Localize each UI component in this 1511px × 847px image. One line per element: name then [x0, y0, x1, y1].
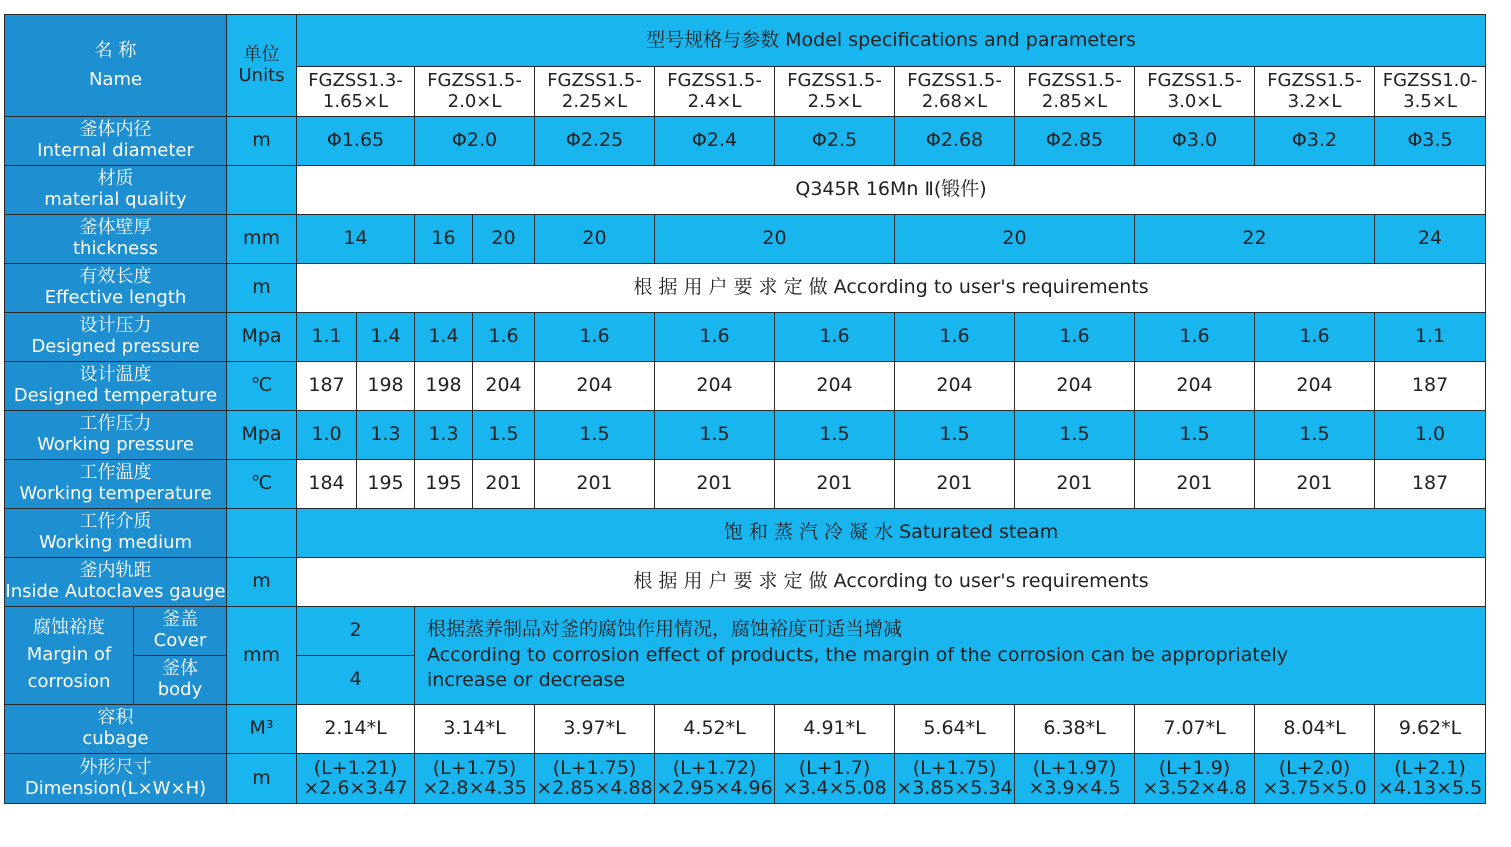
table-title: 型号规格与参数 Model specifications and parameters — [297, 15, 1486, 67]
row-label: 外形尺寸 Dimension(L×W×H) — [5, 754, 227, 804]
name-header — [5, 15, 227, 117]
value-cell: 201 — [775, 460, 895, 509]
value-cell: 20 — [655, 215, 895, 264]
dimension-cell: (L+1.75) ×3.85×5.34 — [895, 754, 1015, 804]
value-cell: 187 — [1375, 362, 1486, 411]
corrosion-note-en2: increase or decrease — [427, 669, 626, 692]
value-cell: 1.5 — [1135, 411, 1255, 460]
value-cell: 1.6 — [775, 313, 895, 362]
unit-cell: mm — [227, 607, 297, 705]
row-design-pressure — [5, 313, 1486, 362]
value-cell: 1.6 — [1015, 313, 1135, 362]
body-label: 釜体 body — [134, 656, 227, 705]
row-rail-gauge — [5, 558, 1486, 607]
units-header — [227, 15, 297, 117]
value-cell: 204 — [535, 362, 655, 411]
row-working-pressure — [5, 411, 1486, 460]
dimension-cell: (L+1.7) ×3.4×5.08 — [775, 754, 895, 804]
header-row — [5, 15, 1486, 67]
value-cell: 201 — [895, 460, 1015, 509]
value-cell: 1.0 — [1375, 411, 1486, 460]
value-cell: 184 — [297, 460, 357, 509]
value-cell: Φ3.5 — [1375, 117, 1486, 166]
unit-cell: m — [227, 264, 297, 313]
dimension-cell: (L+2.1) ×4.13×5.5 — [1375, 754, 1486, 804]
value-cell: Φ3.2 — [1255, 117, 1375, 166]
value-cell: Φ2.85 — [1015, 117, 1135, 166]
value-cell: 1.5 — [775, 411, 895, 460]
model-cell: FGZSS1.3- 1.65×L — [297, 67, 415, 117]
value-cell: 1.5 — [655, 411, 775, 460]
row-corrosion-cover — [5, 607, 1486, 656]
units-header-zh: 单位 — [243, 43, 280, 65]
row-effective-length — [5, 264, 1486, 313]
unit-cell — [227, 166, 297, 215]
value-cell: 9.62*L — [1375, 705, 1486, 754]
body-value: 4 — [297, 656, 415, 705]
row-cubage — [5, 705, 1486, 754]
value-cell: 204 — [473, 362, 535, 411]
model-cell: FGZSS1.5- 2.0×L — [415, 67, 535, 117]
dimension-cell: (L+1.75) ×2.85×4.88 — [535, 754, 655, 804]
working-medium-value: 饱 和 蒸 汽 冷 凝 水 Saturated steam — [297, 509, 1486, 558]
value-cell: 5.64*L — [895, 705, 1015, 754]
row-label: 工作介质 Working medium — [5, 509, 227, 558]
value-cell: 4.91*L — [775, 705, 895, 754]
value-cell: 1.3 — [415, 411, 473, 460]
value-cell: 1.6 — [535, 313, 655, 362]
value-cell: 187 — [297, 362, 357, 411]
model-cell: FGZSS1.0- 3.5×L — [1375, 67, 1486, 117]
dimension-cell: (L+1.9) ×3.52×4.8 — [1135, 754, 1255, 804]
row-label: 釜体内径 Internal diameter — [5, 117, 227, 166]
model-cell: FGZSS1.5- 3.2×L — [1255, 67, 1375, 117]
row-label: 釜体壁厚 thickness — [5, 215, 227, 264]
value-cell: 195 — [357, 460, 415, 509]
value-cell: 20 — [535, 215, 655, 264]
unit-cell: Mpa — [227, 411, 297, 460]
value-cell: 4.52*L — [655, 705, 775, 754]
value-cell: 6.38*L — [1015, 705, 1135, 754]
value-cell: 204 — [895, 362, 1015, 411]
unit-cell: m — [227, 754, 297, 804]
row-label: 材质 material quality — [5, 166, 227, 215]
row-dimension — [5, 754, 1486, 804]
row-label: 设计压力 Designed pressure — [5, 313, 227, 362]
corrosion-label: 腐蚀裕度 Margin of corrosion — [5, 607, 134, 705]
value-cell: 201 — [473, 460, 535, 509]
model-cell: FGZSS1.5- 2.5×L — [775, 67, 895, 117]
value-cell: 8.04*L — [1255, 705, 1375, 754]
rail-gauge-value: 根 据 用 户 要 求 定 做 According to user's requirements — [297, 558, 1486, 607]
unit-cell: m — [227, 558, 297, 607]
value-cell: 1.6 — [1255, 313, 1375, 362]
value-cell: 201 — [1255, 460, 1375, 509]
spec-table — [4, 14, 1486, 804]
corrosion-note-zh: 根据蒸养制品对釜的腐蚀作用情况，腐蚀裕度可适当增减 — [427, 618, 903, 641]
value-cell: 204 — [775, 362, 895, 411]
name-header-zh: 名 称 — [94, 39, 137, 61]
value-cell: 198 — [415, 362, 473, 411]
value-cell: 7.07*L — [1135, 705, 1255, 754]
row-material — [5, 166, 1486, 215]
value-cell: 201 — [655, 460, 775, 509]
value-cell: 1.6 — [473, 313, 535, 362]
corrosion-note-en1: According to corrosion effect of products, the margin of the corrosion can be appropriately — [427, 643, 1289, 666]
unit-cell — [227, 509, 297, 558]
value-cell: 24 — [1375, 215, 1486, 264]
corrosion-note — [415, 607, 1486, 705]
value-cell: 14 — [297, 215, 415, 264]
row-design-temperature — [5, 362, 1486, 411]
model-cell: FGZSS1.5- 2.4×L — [655, 67, 775, 117]
value-cell: 1.6 — [655, 313, 775, 362]
value-cell: 1.4 — [415, 313, 473, 362]
unit-cell: Mpa — [227, 313, 297, 362]
value-cell: 3.14*L — [415, 705, 535, 754]
value-cell: 2.14*L — [297, 705, 415, 754]
cover-label: 釜盖 Cover — [134, 607, 227, 656]
value-cell: 1.5 — [895, 411, 1015, 460]
row-label: 容积 cubage — [5, 705, 227, 754]
row-label: 有效长度 Effective length — [5, 264, 227, 313]
row-label: 设计温度 Designed temperature — [5, 362, 227, 411]
value-cell: 195 — [415, 460, 473, 509]
unit-cell: m — [227, 117, 297, 166]
cover-value: 2 — [297, 607, 415, 656]
value-cell: Φ2.25 — [535, 117, 655, 166]
unit-cell: ℃ — [227, 362, 297, 411]
unit-cell: ℃ — [227, 460, 297, 509]
units-header-en: Units — [238, 64, 285, 86]
value-cell: 1.5 — [1255, 411, 1375, 460]
value-cell: 204 — [1015, 362, 1135, 411]
value-cell: 1.0 — [297, 411, 357, 460]
value-cell: Φ2.5 — [775, 117, 895, 166]
dimension-cell: (L+1.72) ×2.95×4.96 — [655, 754, 775, 804]
value-cell: 201 — [1015, 460, 1135, 509]
value-cell: Φ1.65 — [297, 117, 415, 166]
value-cell: 1.5 — [1015, 411, 1135, 460]
value-cell: 16 — [415, 215, 473, 264]
value-cell: 201 — [535, 460, 655, 509]
dimension-cell: (L+1.21) ×2.6×3.47 — [297, 754, 415, 804]
row-working-temperature — [5, 460, 1486, 509]
value-cell: 1.4 — [357, 313, 415, 362]
value-cell: 20 — [473, 215, 535, 264]
value-cell: 1.3 — [357, 411, 415, 460]
value-cell: Φ3.0 — [1135, 117, 1255, 166]
value-cell: 204 — [1135, 362, 1255, 411]
row-label: 釜内轨距 Inside Autoclaves gauge — [5, 558, 227, 607]
row-label: 工作温度 Working temperature — [5, 460, 227, 509]
value-cell: Φ2.4 — [655, 117, 775, 166]
value-cell: 1.1 — [297, 313, 357, 362]
row-working-medium — [5, 509, 1486, 558]
unit-cell: M³ — [227, 705, 297, 754]
value-cell: 201 — [1135, 460, 1255, 509]
value-cell: 3.97*L — [535, 705, 655, 754]
model-cell: FGZSS1.5- 2.25×L — [535, 67, 655, 117]
value-cell: Φ2.0 — [415, 117, 535, 166]
value-cell: 1.6 — [1135, 313, 1255, 362]
value-cell: 204 — [655, 362, 775, 411]
value-cell: 20 — [895, 215, 1135, 264]
value-cell: 1.5 — [535, 411, 655, 460]
value-cell: 187 — [1375, 460, 1486, 509]
row-internal-diameter — [5, 117, 1486, 166]
effective-length-value: 根 据 用 户 要 求 定 做 According to user's requirements — [297, 264, 1486, 313]
row-thickness — [5, 215, 1486, 264]
value-cell: 1.5 — [473, 411, 535, 460]
row-label: 工作压力 Working pressure — [5, 411, 227, 460]
model-cell: FGZSS1.5- 2.68×L — [895, 67, 1015, 117]
material-value: Q345R 16Mn Ⅱ(锻件) — [297, 166, 1486, 215]
name-header-en: Name — [88, 68, 143, 90]
unit-cell: mm — [227, 215, 297, 264]
dimension-cell: (L+1.75) ×2.8×4.35 — [415, 754, 535, 804]
model-cell: FGZSS1.5- 2.85×L — [1015, 67, 1135, 117]
value-cell: 22 — [1135, 215, 1375, 264]
dimension-cell: (L+1.97) ×3.9×4.5 — [1015, 754, 1135, 804]
value-cell: 1.1 — [1375, 313, 1486, 362]
value-cell: 204 — [1255, 362, 1375, 411]
value-cell: Φ2.68 — [895, 117, 1015, 166]
dimension-cell: (L+2.0) ×3.75×5.0 — [1255, 754, 1375, 804]
model-cell: FGZSS1.5- 3.0×L — [1135, 67, 1255, 117]
value-cell: 198 — [357, 362, 415, 411]
value-cell: 1.6 — [895, 313, 1015, 362]
